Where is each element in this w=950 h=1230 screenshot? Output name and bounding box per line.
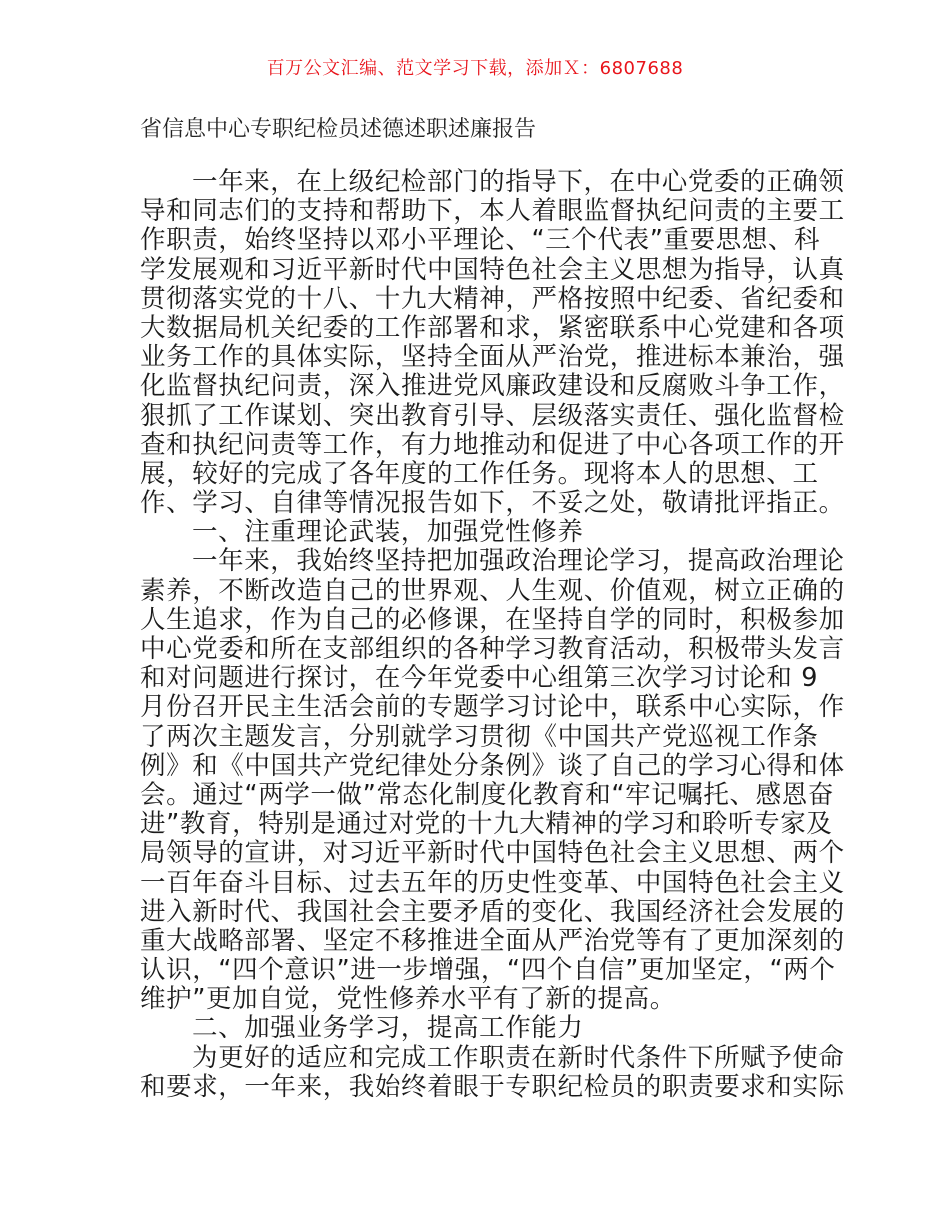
text-line: 重大战略部署、坚定不移推进全面从严治党等有了更加深刻的 xyxy=(140,925,845,956)
text-line: 查和执纪问责等工作，有力地推动和促进了中心各项工作的开 xyxy=(140,429,845,460)
text-line: 认识，“四个意识”进一步增强，“四个自信”更加坚定，“两个 xyxy=(140,955,836,986)
text-line: 和要求，一年来，我始终着眼于专职纪检员的职责要求和实际 xyxy=(140,1071,845,1102)
text-line: 作职责，始终坚持以邓小平理论、“三个代表”重要思想、科 xyxy=(140,225,821,256)
text-line: 化监督执纪问责，深入推进党风廉政建设和反腐败斗争工作， xyxy=(140,371,845,402)
text-line: 中心党委和所在支部组织的各种学习教育活动，积极带头发言 xyxy=(140,634,845,664)
document-title: 省信息中心专职纪检员述德述职述廉报告 xyxy=(140,117,537,142)
text-line: 进”教育，特别是通过对党的十九大精神的学习和聆听专家及 xyxy=(140,809,833,840)
text-line: 会。通过“两学一做”常态化制度化教育和“牢记嘱托、感恩奋 xyxy=(140,779,834,810)
text-line: 为更好的适应和完成工作职责在新时代条件下所赋予使命 xyxy=(192,1042,845,1073)
text-line: 月份召开民主生活会前的专题学习讨论中，联系中心实际，作 xyxy=(140,692,845,723)
text-line: 一年来，在上级纪检部门的指导下，在中心党委的正确领 xyxy=(192,167,845,197)
text-line: 进入新时代、我国社会主要矛盾的变化、我国经济社会发展的 xyxy=(140,896,845,927)
text-line: 业务工作的具体实际，坚持全面从严治党，推进标本兼治，强 xyxy=(140,342,845,373)
text-line: 狠抓了工作谋划、突出教育引导、层级落实责任、强化监督检 xyxy=(140,400,845,431)
text-line: 人生追求，作为自己的必修课，在坚持自学的同时，积极参加 xyxy=(140,604,845,635)
text-line: 贯彻落实党的十八、十九大精神，严格按照中纪委、省纪委和 xyxy=(140,283,845,314)
text-line: 了两次主题发言，分别就学习贯彻《中国共产党巡视工作条 xyxy=(140,721,819,752)
text-line: 作、学习、自律等情况报告如下，不妥之处，敬请批评指正。 xyxy=(140,488,845,519)
text-line: 一、注重理论武装，加强党性修养 xyxy=(192,517,584,548)
text-line: 素养，不断改造自己的世界观、人生观、价值观，树立正确的 xyxy=(140,575,845,606)
promo-header: 百万公文汇编、范文学习下载，添加Ｘ：6807688 xyxy=(266,58,684,79)
text-line: 局领导的宣讲，对习近平新时代中国特色社会主义思想、两个 xyxy=(140,838,845,869)
text-line: 展，较好的完成了各年度的工作任务。现将本人的思想、工 xyxy=(140,458,819,489)
text-line: 导和同志们的支持和帮助下，本人着眼监督执纪问责的主要工 xyxy=(140,196,845,227)
text-line: 一百年奋斗目标、过去五年的历史性变革、中国特色社会主义 xyxy=(140,867,845,898)
text-line: 二、加强业务学习，提高工作能力 xyxy=(192,1013,584,1044)
text-line: 大数据局机关纪委的工作部署和求，紧密联系中心党建和各项 xyxy=(140,312,845,343)
text-line: 一年来，我始终坚持把加强政治理论学习，提高政治理论 xyxy=(192,546,845,577)
text-line: 学发展观和习近平新时代中国特色社会主义思想为指导，认真 xyxy=(140,254,845,285)
document-body xyxy=(140,167,845,1102)
text-line: 维护”更加自觉，党性修养水平有了新的提高。 xyxy=(140,984,676,1015)
text-line: 和对问题进行探讨，在今年党委中心组第三次学习讨论和 9 xyxy=(140,663,819,694)
text-line: 例》和《中国共产党纪律处分条例》谈了自己的学习心得和体 xyxy=(140,750,845,781)
